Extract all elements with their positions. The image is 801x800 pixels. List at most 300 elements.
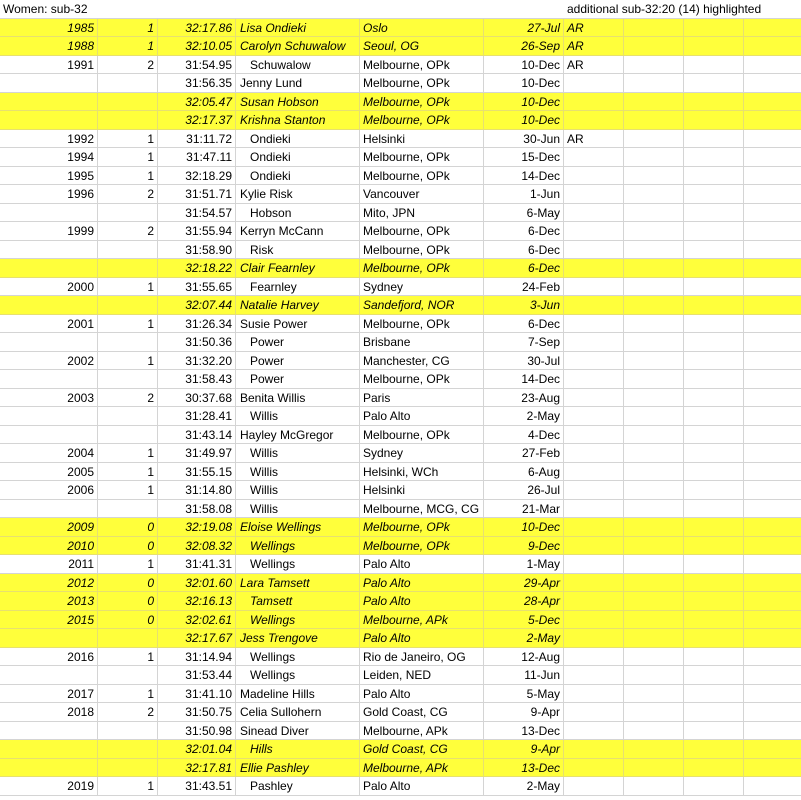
empty-cell[interactable] (624, 19, 684, 37)
count-cell[interactable]: 0 (98, 574, 158, 592)
empty-cell[interactable] (684, 148, 744, 166)
name-cell[interactable]: Madeline Hills (236, 685, 360, 703)
empty-cell[interactable] (744, 389, 801, 407)
time-cell[interactable]: 32:01.60 (158, 574, 236, 592)
venue-cell[interactable]: Helsinki (360, 481, 484, 499)
venue-cell[interactable]: Gold Coast, CG (360, 703, 484, 721)
empty-cell[interactable] (624, 518, 684, 536)
empty-cell[interactable] (684, 722, 744, 740)
time-cell[interactable]: 32:17.86 (158, 19, 236, 37)
empty-cell[interactable] (744, 703, 801, 721)
year-cell[interactable]: 2003 (0, 389, 98, 407)
name-cell[interactable]: Carolyn Schuwalow (236, 37, 360, 55)
date-cell[interactable]: 5-May (484, 685, 564, 703)
note-cell[interactable]: AR (564, 56, 624, 74)
venue-cell[interactable]: Leiden, NED (360, 666, 484, 684)
empty-cell[interactable] (624, 500, 684, 518)
empty-cell[interactable] (744, 315, 801, 333)
empty-cell[interactable] (684, 315, 744, 333)
time-cell[interactable]: 32:18.29 (158, 167, 236, 185)
note-cell[interactable] (564, 296, 624, 314)
count-cell[interactable] (98, 426, 158, 444)
name-cell[interactable]: Power (236, 370, 360, 388)
name-cell[interactable]: Ondieki (236, 148, 360, 166)
count-cell[interactable]: 1 (98, 463, 158, 481)
venue-cell[interactable]: Paris (360, 389, 484, 407)
empty-cell[interactable] (684, 592, 744, 610)
time-cell[interactable]: 31:28.41 (158, 407, 236, 425)
note-cell[interactable] (564, 611, 624, 629)
empty-cell[interactable] (744, 574, 801, 592)
name-cell[interactable]: Kylie Risk (236, 185, 360, 203)
note-cell[interactable] (564, 666, 624, 684)
time-cell[interactable]: 31:14.94 (158, 648, 236, 666)
note-cell[interactable] (564, 241, 624, 259)
empty-cell[interactable] (744, 648, 801, 666)
note-cell[interactable] (564, 500, 624, 518)
time-cell[interactable]: 31:55.15 (158, 463, 236, 481)
year-cell[interactable]: 2018 (0, 703, 98, 721)
year-cell[interactable] (0, 722, 98, 740)
name-cell[interactable]: Lisa Ondieki (236, 19, 360, 37)
count-cell[interactable]: 1 (98, 130, 158, 148)
date-cell[interactable]: 9-Apr (484, 740, 564, 758)
note-cell[interactable] (564, 148, 624, 166)
empty-cell[interactable] (744, 592, 801, 610)
venue-cell[interactable]: Palo Alto (360, 685, 484, 703)
name-cell[interactable]: Krishna Stanton (236, 111, 360, 129)
time-cell[interactable]: 31:11.72 (158, 130, 236, 148)
venue-cell[interactable]: Sandefjord, NOR (360, 296, 484, 314)
venue-cell[interactable]: Melbourne, OPk (360, 241, 484, 259)
venue-cell[interactable]: Oslo (360, 19, 484, 37)
count-cell[interactable] (98, 259, 158, 277)
empty-cell[interactable] (684, 74, 744, 92)
empty-cell[interactable] (624, 241, 684, 259)
empty-cell[interactable] (684, 463, 744, 481)
count-cell[interactable]: 1 (98, 685, 158, 703)
name-cell[interactable]: Willis (236, 407, 360, 425)
note-cell[interactable] (564, 518, 624, 536)
count-cell[interactable] (98, 500, 158, 518)
note-cell[interactable] (564, 426, 624, 444)
name-cell[interactable]: Willis (236, 500, 360, 518)
date-cell[interactable]: 5-Dec (484, 611, 564, 629)
name-cell[interactable]: Ondieki (236, 130, 360, 148)
count-cell[interactable]: 1 (98, 148, 158, 166)
time-cell[interactable]: 31:58.43 (158, 370, 236, 388)
empty-cell[interactable] (624, 777, 684, 795)
date-cell[interactable]: 2-May (484, 777, 564, 795)
venue-cell[interactable]: Palo Alto (360, 629, 484, 647)
year-cell[interactable]: 2005 (0, 463, 98, 481)
count-cell[interactable] (98, 666, 158, 684)
name-cell[interactable]: Schuwalow (236, 56, 360, 74)
empty-cell[interactable] (744, 407, 801, 425)
venue-cell[interactable]: Palo Alto (360, 777, 484, 795)
venue-cell[interactable]: Melbourne, OPk (360, 111, 484, 129)
note-cell[interactable] (564, 185, 624, 203)
date-cell[interactable]: 10-Dec (484, 56, 564, 74)
empty-cell[interactable] (684, 278, 744, 296)
year-cell[interactable]: 2016 (0, 648, 98, 666)
note-cell[interactable] (564, 685, 624, 703)
name-cell[interactable]: Willis (236, 463, 360, 481)
date-cell[interactable]: 7-Sep (484, 333, 564, 351)
date-cell[interactable]: 2-May (484, 629, 564, 647)
time-cell[interactable]: 32:16.13 (158, 592, 236, 610)
empty-cell[interactable] (744, 111, 801, 129)
name-cell[interactable]: Willis (236, 481, 360, 499)
count-cell[interactable] (98, 370, 158, 388)
count-cell[interactable]: 2 (98, 703, 158, 721)
time-cell[interactable]: 31:50.98 (158, 722, 236, 740)
count-cell[interactable]: 1 (98, 315, 158, 333)
date-cell[interactable]: 6-Dec (484, 315, 564, 333)
empty-cell[interactable] (744, 352, 801, 370)
count-cell[interactable]: 1 (98, 352, 158, 370)
name-cell[interactable]: Ondieki (236, 167, 360, 185)
empty-cell[interactable] (744, 463, 801, 481)
year-cell[interactable]: 1996 (0, 185, 98, 203)
year-cell[interactable]: 2010 (0, 537, 98, 555)
note-cell[interactable] (564, 740, 624, 758)
time-cell[interactable]: 31:32.20 (158, 352, 236, 370)
count-cell[interactable]: 1 (98, 278, 158, 296)
count-cell[interactable] (98, 111, 158, 129)
note-cell[interactable] (564, 111, 624, 129)
empty-cell[interactable] (744, 204, 801, 222)
date-cell[interactable]: 21-Mar (484, 500, 564, 518)
count-cell[interactable]: 0 (98, 592, 158, 610)
year-cell[interactable] (0, 740, 98, 758)
venue-cell[interactable]: Vancouver (360, 185, 484, 203)
empty-cell[interactable] (744, 370, 801, 388)
venue-cell[interactable]: Melbourne, OPk (360, 167, 484, 185)
note-cell[interactable]: AR (564, 130, 624, 148)
year-cell[interactable] (0, 296, 98, 314)
venue-cell[interactable]: Mito, JPN (360, 204, 484, 222)
year-cell[interactable]: 1995 (0, 167, 98, 185)
count-cell[interactable] (98, 722, 158, 740)
date-cell[interactable]: 4-Dec (484, 426, 564, 444)
venue-cell[interactable]: Helsinki, WCh (360, 463, 484, 481)
year-cell[interactable]: 2009 (0, 518, 98, 536)
year-cell[interactable] (0, 407, 98, 425)
empty-cell[interactable] (624, 481, 684, 499)
empty-cell[interactable] (684, 352, 744, 370)
count-cell[interactable]: 0 (98, 518, 158, 536)
count-cell[interactable] (98, 759, 158, 777)
date-cell[interactable]: 9-Apr (484, 703, 564, 721)
empty-cell[interactable] (684, 185, 744, 203)
empty-cell[interactable] (624, 167, 684, 185)
venue-cell[interactable]: Rio de Janeiro, OG (360, 648, 484, 666)
time-cell[interactable]: 31:41.10 (158, 685, 236, 703)
year-cell[interactable] (0, 204, 98, 222)
name-cell[interactable]: Natalie Harvey (236, 296, 360, 314)
year-cell[interactable] (0, 500, 98, 518)
venue-cell[interactable]: Palo Alto (360, 407, 484, 425)
note-cell[interactable] (564, 204, 624, 222)
time-cell[interactable]: 31:58.90 (158, 241, 236, 259)
venue-cell[interactable]: Helsinki (360, 130, 484, 148)
note-cell[interactable]: AR (564, 19, 624, 37)
count-cell[interactable] (98, 204, 158, 222)
time-cell[interactable]: 32:17.67 (158, 629, 236, 647)
empty-cell[interactable] (744, 444, 801, 462)
year-cell[interactable]: 2001 (0, 315, 98, 333)
empty-cell[interactable] (624, 278, 684, 296)
date-cell[interactable]: 2-May (484, 407, 564, 425)
time-cell[interactable]: 32:10.05 (158, 37, 236, 55)
venue-cell[interactable]: Melbourne, OPk (360, 74, 484, 92)
empty-cell[interactable] (624, 555, 684, 573)
count-cell[interactable]: 1 (98, 648, 158, 666)
empty-cell[interactable] (624, 722, 684, 740)
empty-cell[interactable] (684, 333, 744, 351)
note-cell[interactable] (564, 759, 624, 777)
name-cell[interactable]: Ellie Pashley (236, 759, 360, 777)
empty-cell[interactable] (684, 19, 744, 37)
venue-cell[interactable]: Melbourne, OPk (360, 426, 484, 444)
time-cell[interactable]: 32:05.47 (158, 93, 236, 111)
empty-cell[interactable] (744, 93, 801, 111)
year-cell[interactable] (0, 333, 98, 351)
empty-cell[interactable] (684, 296, 744, 314)
name-cell[interactable]: Wellings (236, 537, 360, 555)
empty-cell[interactable] (744, 130, 801, 148)
empty-cell[interactable] (624, 185, 684, 203)
empty-cell[interactable] (684, 703, 744, 721)
venue-cell[interactable]: Melbourne, OPk (360, 537, 484, 555)
date-cell[interactable]: 13-Dec (484, 722, 564, 740)
time-cell[interactable]: 32:01.04 (158, 740, 236, 758)
empty-cell[interactable] (744, 167, 801, 185)
empty-cell[interactable] (684, 629, 744, 647)
time-cell[interactable]: 32:02.61 (158, 611, 236, 629)
empty-cell[interactable] (684, 648, 744, 666)
count-cell[interactable]: 2 (98, 389, 158, 407)
empty-cell[interactable] (624, 204, 684, 222)
date-cell[interactable]: 23-Aug (484, 389, 564, 407)
name-cell[interactable]: Eloise Wellings (236, 518, 360, 536)
note-cell[interactable] (564, 333, 624, 351)
name-cell[interactable]: Jenny Lund (236, 74, 360, 92)
venue-cell[interactable]: Melbourne, OPk (360, 370, 484, 388)
count-cell[interactable] (98, 296, 158, 314)
name-cell[interactable]: Clair Fearnley (236, 259, 360, 277)
time-cell[interactable]: 31:49.97 (158, 444, 236, 462)
empty-cell[interactable] (744, 629, 801, 647)
count-cell[interactable]: 1 (98, 777, 158, 795)
empty-cell[interactable] (744, 241, 801, 259)
empty-cell[interactable] (624, 370, 684, 388)
empty-cell[interactable] (744, 296, 801, 314)
time-cell[interactable]: 31:43.51 (158, 777, 236, 795)
year-cell[interactable] (0, 426, 98, 444)
empty-cell[interactable] (624, 296, 684, 314)
year-cell[interactable] (0, 629, 98, 647)
note-cell[interactable] (564, 370, 624, 388)
time-cell[interactable]: 32:18.22 (158, 259, 236, 277)
empty-cell[interactable] (684, 111, 744, 129)
time-cell[interactable]: 31:50.36 (158, 333, 236, 351)
year-cell[interactable] (0, 241, 98, 259)
year-cell[interactable]: 1991 (0, 56, 98, 74)
count-cell[interactable]: 2 (98, 185, 158, 203)
time-cell[interactable]: 31:26.34 (158, 315, 236, 333)
note-cell[interactable] (564, 167, 624, 185)
venue-cell[interactable]: Melbourne, APk (360, 722, 484, 740)
time-cell[interactable]: 31:41.31 (158, 555, 236, 573)
note-cell[interactable]: AR (564, 37, 624, 55)
time-cell[interactable]: 32:08.32 (158, 537, 236, 555)
year-cell[interactable]: 2004 (0, 444, 98, 462)
empty-cell[interactable] (684, 259, 744, 277)
venue-cell[interactable]: Melbourne, OPk (360, 148, 484, 166)
empty-cell[interactable] (624, 703, 684, 721)
empty-cell[interactable] (624, 93, 684, 111)
empty-cell[interactable] (624, 37, 684, 55)
date-cell[interactable]: 26-Jul (484, 481, 564, 499)
note-header[interactable]: additional sub-32:20 (14) highlighted (567, 2, 762, 16)
year-cell[interactable]: 1994 (0, 148, 98, 166)
empty-cell[interactable] (744, 426, 801, 444)
year-cell[interactable]: 1999 (0, 222, 98, 240)
name-cell[interactable]: Wellings (236, 555, 360, 573)
venue-cell[interactable]: Melbourne, MCG, CG (360, 500, 484, 518)
time-cell[interactable]: 31:14.80 (158, 481, 236, 499)
date-cell[interactable]: 30-Jul (484, 352, 564, 370)
empty-cell[interactable] (684, 426, 744, 444)
empty-cell[interactable] (744, 685, 801, 703)
name-cell[interactable]: Fearnley (236, 278, 360, 296)
note-cell[interactable] (564, 74, 624, 92)
empty-cell[interactable] (684, 518, 744, 536)
empty-cell[interactable] (744, 537, 801, 555)
date-cell[interactable]: 6-May (484, 204, 564, 222)
name-cell[interactable]: Willis (236, 444, 360, 462)
name-cell[interactable]: Celia Sullohern (236, 703, 360, 721)
count-cell[interactable]: 1 (98, 555, 158, 573)
empty-cell[interactable] (684, 537, 744, 555)
note-cell[interactable] (564, 463, 624, 481)
time-cell[interactable]: 30:37.68 (158, 389, 236, 407)
note-cell[interactable] (564, 592, 624, 610)
empty-cell[interactable] (744, 74, 801, 92)
date-cell[interactable]: 6-Aug (484, 463, 564, 481)
time-cell[interactable]: 31:51.71 (158, 185, 236, 203)
name-cell[interactable]: Wellings (236, 666, 360, 684)
date-cell[interactable]: 30-Jun (484, 130, 564, 148)
count-cell[interactable]: 1 (98, 19, 158, 37)
date-cell[interactable]: 13-Dec (484, 759, 564, 777)
time-cell[interactable]: 31:50.75 (158, 703, 236, 721)
date-cell[interactable]: 28-Apr (484, 592, 564, 610)
venue-cell[interactable]: Manchester, CG (360, 352, 484, 370)
time-cell[interactable]: 32:17.37 (158, 111, 236, 129)
year-cell[interactable]: 2019 (0, 777, 98, 795)
name-cell[interactable]: Wellings (236, 611, 360, 629)
empty-cell[interactable] (624, 574, 684, 592)
empty-cell[interactable] (624, 74, 684, 92)
count-cell[interactable] (98, 93, 158, 111)
venue-cell[interactable]: Gold Coast, CG (360, 740, 484, 758)
count-cell[interactable]: 1 (98, 167, 158, 185)
count-cell[interactable] (98, 629, 158, 647)
empty-cell[interactable] (624, 426, 684, 444)
note-cell[interactable] (564, 222, 624, 240)
empty-cell[interactable] (684, 93, 744, 111)
empty-cell[interactable] (684, 389, 744, 407)
count-cell[interactable]: 1 (98, 37, 158, 55)
time-cell[interactable]: 31:55.94 (158, 222, 236, 240)
empty-cell[interactable] (624, 759, 684, 777)
empty-cell[interactable] (744, 555, 801, 573)
empty-cell[interactable] (624, 315, 684, 333)
note-cell[interactable] (564, 444, 624, 462)
year-cell[interactable]: 2000 (0, 278, 98, 296)
time-cell[interactable]: 31:43.14 (158, 426, 236, 444)
note-cell[interactable] (564, 352, 624, 370)
venue-cell[interactable]: Seoul, OG (360, 37, 484, 55)
empty-cell[interactable] (744, 259, 801, 277)
empty-cell[interactable] (684, 241, 744, 259)
empty-cell[interactable] (744, 278, 801, 296)
date-cell[interactable]: 29-Apr (484, 574, 564, 592)
venue-cell[interactable]: Melbourne, OPk (360, 93, 484, 111)
empty-cell[interactable] (684, 777, 744, 795)
venue-cell[interactable]: Melbourne, APk (360, 759, 484, 777)
time-cell[interactable]: 31:47.11 (158, 148, 236, 166)
empty-cell[interactable] (624, 463, 684, 481)
venue-cell[interactable]: Sydney (360, 444, 484, 462)
name-cell[interactable]: Hayley McGregor (236, 426, 360, 444)
empty-cell[interactable] (744, 148, 801, 166)
date-cell[interactable]: 9-Dec (484, 537, 564, 555)
empty-cell[interactable] (744, 37, 801, 55)
empty-cell[interactable] (684, 759, 744, 777)
note-cell[interactable] (564, 315, 624, 333)
date-cell[interactable]: 11-Jun (484, 666, 564, 684)
empty-cell[interactable] (624, 259, 684, 277)
empty-cell[interactable] (744, 518, 801, 536)
year-cell[interactable]: 2006 (0, 481, 98, 499)
empty-cell[interactable] (744, 759, 801, 777)
empty-cell[interactable] (624, 111, 684, 129)
year-cell[interactable]: 2013 (0, 592, 98, 610)
empty-cell[interactable] (624, 537, 684, 555)
venue-cell[interactable]: Palo Alto (360, 592, 484, 610)
empty-cell[interactable] (624, 407, 684, 425)
date-cell[interactable]: 24-Feb (484, 278, 564, 296)
year-cell[interactable]: 2002 (0, 352, 98, 370)
name-cell[interactable]: Sinead Diver (236, 722, 360, 740)
year-cell[interactable] (0, 93, 98, 111)
note-cell[interactable] (564, 555, 624, 573)
empty-cell[interactable] (684, 370, 744, 388)
note-cell[interactable] (564, 93, 624, 111)
empty-cell[interactable] (744, 185, 801, 203)
venue-cell[interactable]: Melbourne, OPk (360, 259, 484, 277)
empty-cell[interactable] (624, 444, 684, 462)
empty-cell[interactable] (624, 666, 684, 684)
empty-cell[interactable] (744, 222, 801, 240)
note-cell[interactable] (564, 574, 624, 592)
empty-cell[interactable] (684, 574, 744, 592)
name-cell[interactable]: Hobson (236, 204, 360, 222)
